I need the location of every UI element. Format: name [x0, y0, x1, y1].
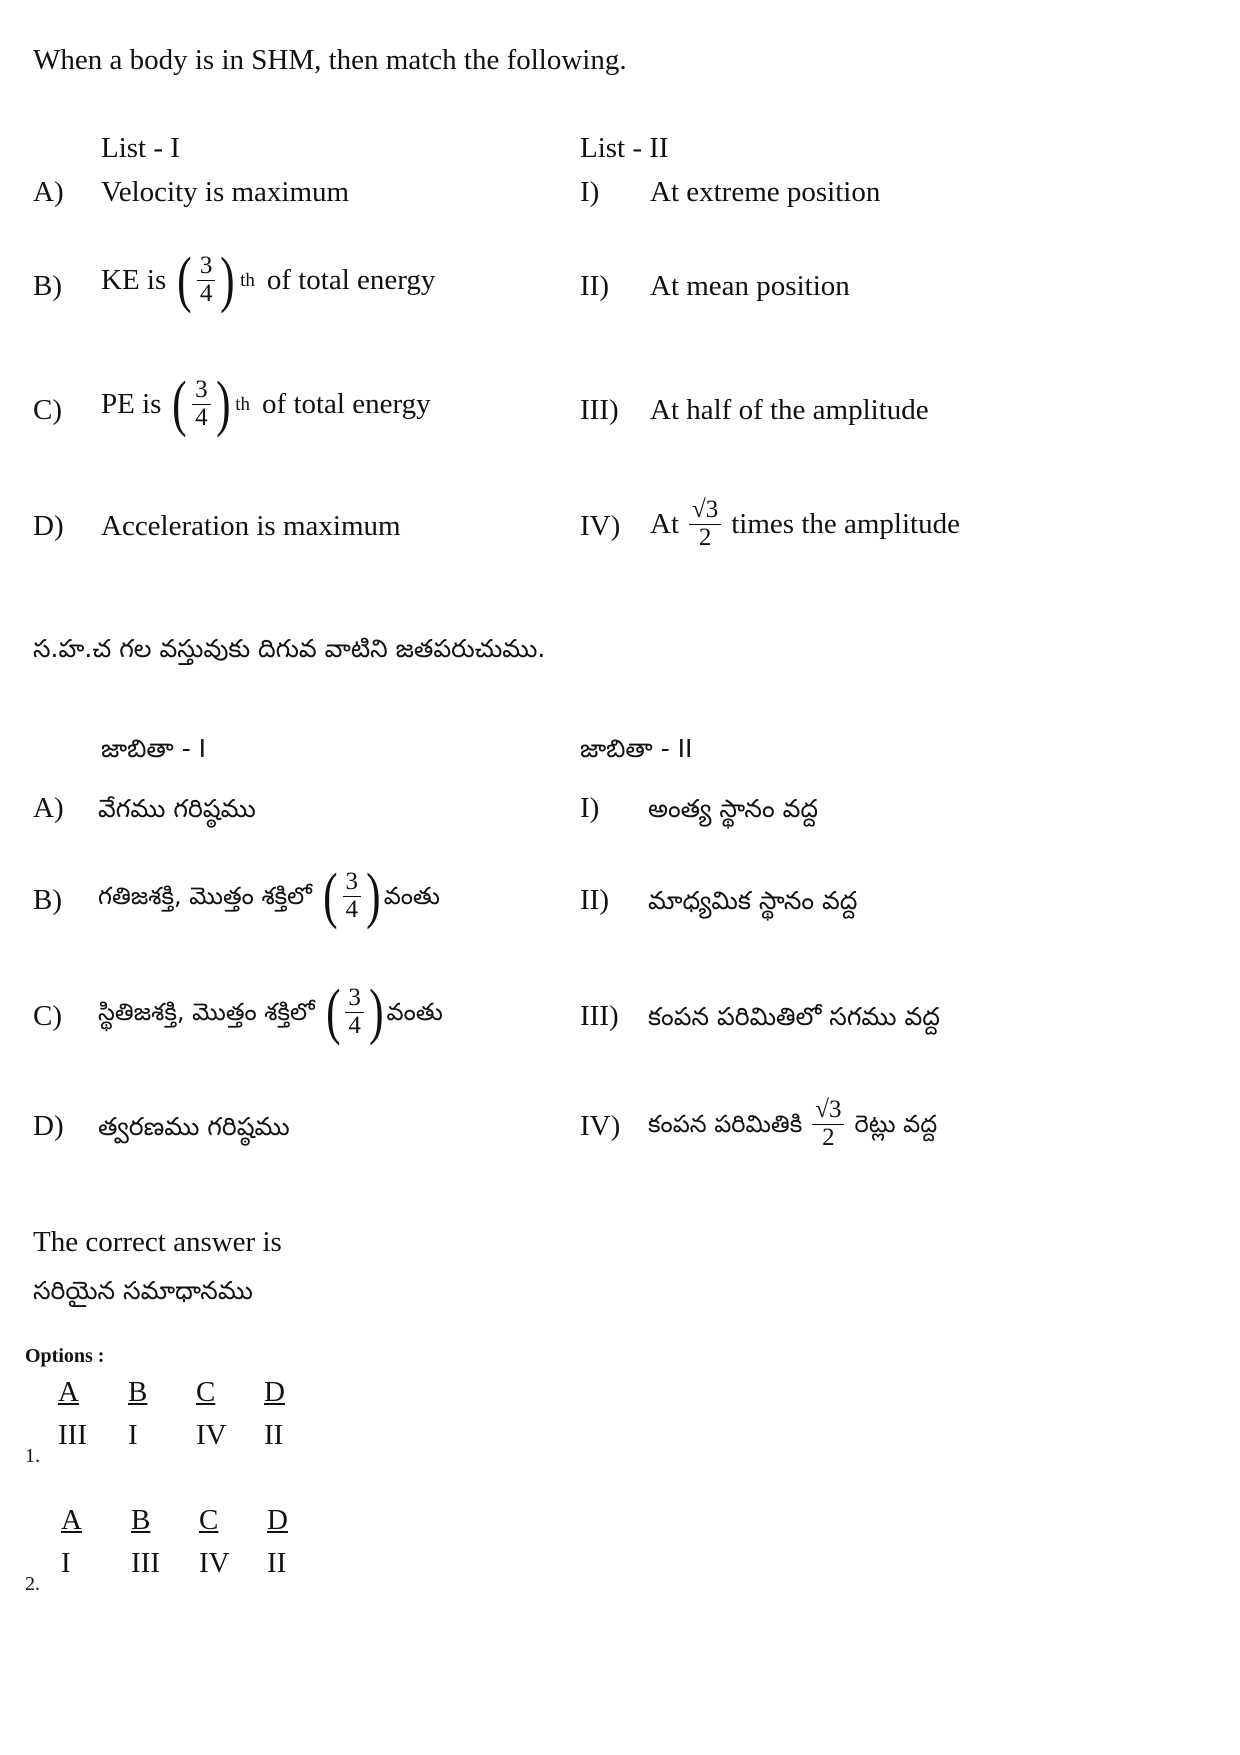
option-2-value-d: II — [267, 1547, 287, 1579]
option-1[interactable] — [58, 1378, 324, 1450]
telugu-list1-item-b-post: వంతు — [383, 882, 440, 910]
telugu-list1-label-b: B) — [33, 884, 62, 916]
list2-item-ii: At mean position — [650, 270, 850, 302]
option-1-value-c: IV — [196, 1419, 227, 1451]
superscript-th: th — [235, 393, 251, 415]
list1-label-d: D) — [33, 510, 64, 542]
fraction-denominator: 2 — [822, 1123, 835, 1151]
option-2-header-c: C — [199, 1504, 219, 1536]
list2-label-i: I) — [580, 176, 600, 208]
list2-item-iv-pre: At — [650, 507, 679, 540]
list1-item-b — [101, 240, 435, 320]
list2-label-iv: IV) — [580, 510, 621, 542]
telugu-list1-label-a: A) — [33, 792, 64, 824]
list1-item-b-fraction: ( $\frac{3}{4}$ ) — [177, 246, 235, 314]
list2-item-i: At extreme position — [650, 176, 881, 208]
list2-item-iv-fraction — [689, 497, 721, 551]
option-2-header-a: A — [61, 1504, 82, 1536]
fraction-denominator: 4 — [345, 895, 359, 923]
telugu-list2-label-iv: IV) — [580, 1110, 621, 1142]
fraction-denominator: 4 — [195, 403, 208, 431]
option-1-header-b: B — [128, 1376, 148, 1408]
telugu-list1-item-b-fraction: ( $\frac{3}{4}$ ) — [322, 862, 381, 930]
list1-header: List - I — [101, 132, 180, 164]
list1-item-c — [101, 364, 431, 444]
list2-label-iii: III) — [580, 394, 619, 426]
answer-telugu: సరియైన సమాధానము — [33, 1276, 253, 1305]
telugu-list2-item-ii: మాధ్యమిక స్థానం వద్ద — [648, 886, 858, 915]
superscript-th: th — [240, 269, 255, 291]
fraction-numerator: √3 — [812, 1097, 844, 1124]
option-1-number: 1. — [25, 1445, 40, 1467]
list1-item-a: Velocity is maximum — [101, 176, 350, 208]
option-2-header-d: D — [267, 1504, 288, 1536]
list2-item-iv — [650, 484, 960, 564]
option-2-value-a: I — [61, 1547, 71, 1579]
option-1-value-b: I — [128, 1419, 138, 1451]
option-1-value-d: II — [264, 1419, 284, 1451]
telugu-list2-item-iv-pre: కంపన పరిమితికి — [648, 1110, 803, 1138]
telugu-list2-item-iv-fraction — [812, 1097, 844, 1151]
fraction-numerator: 3 — [192, 377, 211, 404]
option-1-headers — [58, 1378, 324, 1407]
list2-item-iii: At half of the amplitude — [650, 394, 929, 426]
answer-english: The correct answer is — [33, 1226, 282, 1258]
telugu-list2-label-ii: II) — [580, 884, 609, 916]
option-2-value-b: III — [131, 1547, 160, 1579]
telugu-list1-item-c-post: వంతు — [386, 998, 443, 1026]
telugu-prompt: స.హ.చ గల వస్తువుకు దిగువ వాటిని జతపరుచుము. — [33, 634, 546, 663]
list1-item-c-post: of total energy — [262, 387, 431, 420]
option-1-values — [58, 1421, 324, 1450]
option-2-value-c: IV — [199, 1547, 230, 1579]
fraction-numerator: 3 — [345, 985, 364, 1012]
list1-item-c-pre: PE is — [101, 387, 162, 420]
option-1-header-a: A — [58, 1376, 79, 1408]
fraction-denominator: 4 — [199, 279, 213, 307]
list1-label-c: C) — [33, 394, 62, 426]
telugu-list2-item-iii: కంపన పరిమితిలో సగము వద్ద — [648, 1002, 940, 1031]
telugu-list2-item-i: అంత్య స్థానం వద్ద — [648, 794, 818, 823]
fraction-numerator: 3 — [197, 253, 216, 280]
option-1-value-a: III — [58, 1419, 87, 1451]
list2-label-ii: II) — [580, 270, 609, 302]
telugu-list1-label-d: D) — [33, 1110, 64, 1142]
telugu-list1-item-a: వేగము గరిష్ఠము — [98, 794, 256, 823]
telugu-list1-item-c-fraction: ( $\frac{3}{4}$ ) — [325, 978, 384, 1046]
option-2-headers — [61, 1506, 327, 1535]
option-2-header-b: B — [131, 1504, 151, 1536]
telugu-list1-header: జాబితా - I — [101, 734, 207, 763]
list1-label-b: B) — [33, 270, 62, 302]
telugu-list2-item-iv — [648, 1084, 937, 1164]
list1-item-c-fraction: ( $\frac{3}{4}$ ) — [172, 370, 231, 438]
option-1-header-d: D — [264, 1376, 285, 1408]
telugu-list1-item-b-pre: గతిజశక్తి, మొత్తం శక్తిలో — [98, 882, 312, 910]
option-2-values — [61, 1549, 327, 1578]
fraction-numerator: 3 — [343, 869, 362, 896]
telugu-list1-label-c: C) — [33, 1000, 62, 1032]
telugu-list1-item-b — [98, 856, 440, 936]
list2-header: List - II — [580, 132, 669, 164]
telugu-list1-item-c-pre: స్థితిజశక్తి, మొత్తం శక్తిలో — [98, 998, 315, 1026]
telugu-list1-item-c — [98, 972, 443, 1052]
list1-item-b-pre: KE is — [101, 263, 167, 296]
list1-label-a: A) — [33, 176, 64, 208]
option-2[interactable] — [61, 1506, 327, 1578]
option-2-number: 2. — [25, 1573, 40, 1595]
list2-item-iv-post: times the amplitude — [731, 507, 960, 540]
options-title: Options : — [25, 1345, 105, 1367]
telugu-list2-label-iii: III) — [580, 1000, 619, 1032]
telugu-list2-header: జాబితా - II — [580, 734, 693, 763]
telugu-list2-item-iv-post: రెట్లు వద్ద — [854, 1110, 938, 1138]
option-1-header-c: C — [196, 1376, 216, 1408]
fraction-denominator: 2 — [698, 523, 712, 551]
telugu-list2-label-i: I) — [580, 792, 600, 824]
question-prompt: When a body is in SHM, then match the following. — [33, 44, 627, 76]
list1-item-d: Acceleration is maximum — [101, 510, 401, 542]
fraction-denominator: 4 — [348, 1011, 361, 1039]
list1-item-b-post: of total energy — [266, 263, 436, 296]
telugu-list1-item-d: త్వరణము గరిష్ఠము — [98, 1112, 290, 1141]
fraction-numerator: √3 — [689, 497, 721, 524]
